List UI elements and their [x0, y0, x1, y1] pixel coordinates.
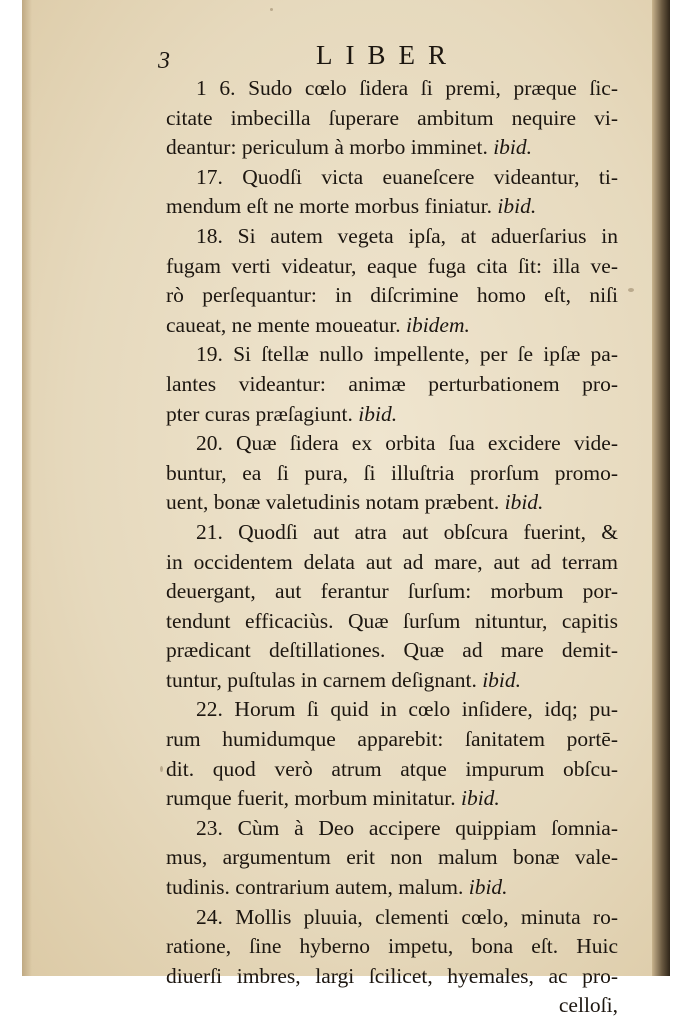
text-line: fugam verti videatur, eaque fuga cita ſit: illa ve-	[166, 253, 618, 278]
text-line: buntur, ea ſi pura, ſi illuſtria prorſum promo-	[166, 460, 618, 485]
text-line: citate imbecilla ſuperare ambitum nequire vi-	[166, 105, 618, 130]
body-text	[166, 74, 618, 1021]
citation-ibid: ibid.	[497, 194, 537, 219]
text-line: 19. Si ſtellæ nullo impellente, per ſe ipſæ pa-	[196, 342, 618, 367]
text-line: dit. quod verò atrum atque impurum obſcu-	[166, 756, 618, 781]
citation-ibid: ibid.	[493, 135, 533, 160]
text-line: rum humidumque apparebit: ſanitatem portē-	[166, 727, 618, 752]
text-line: 17. Quodſi victa euaneſcere videantur, ti-	[196, 164, 618, 189]
text-line: uent, bonæ valetudinis notam præbent. ibid.	[166, 490, 544, 515]
catchword: celloſi,	[558, 993, 618, 1018]
citation-ibid: ibid.	[504, 490, 544, 515]
paper-speck	[160, 766, 163, 772]
text-line: 21. Quodſi aut atra aut obſcura fuerint, &	[196, 519, 618, 544]
text-line: mendum eſt ne morte morbus finiatur. ibid.	[166, 194, 537, 219]
text-line: in occidentem delata aut ad mare, aut ad terram	[166, 549, 618, 574]
text-line: diuerſi imbres, largi ſcilicet, hyemales, ac pro-	[166, 963, 618, 988]
text-line: 20. Quæ ſidera ex orbita ſua excidere vide-	[196, 431, 618, 456]
text-line: lantes videantur: animæ perturbationem pro-	[166, 371, 618, 396]
text-line: 1 6. Sudo cœlo ſidera ſi premi, præque ſic-	[196, 76, 618, 100]
text-line: tendunt efficaciùs. Quæ ſurſum nituntur, capitis	[166, 608, 618, 633]
text-line: rò perſequantur: in diſcrimine homo eſt, niſi	[166, 283, 618, 308]
book-gutter	[652, 0, 670, 976]
citation-ibid: ibid.	[460, 786, 500, 811]
text-line: deuergant, aut ferantur ſurſum: morbum por-	[166, 579, 618, 604]
running-head: LIBER	[316, 40, 459, 70]
text-line: 18. Si autem vegeta ipſa, at aduerſarius in	[196, 223, 618, 248]
text-line: prædicant deſtillationes. Quæ ad mare demit-	[166, 638, 618, 663]
text-line: 23. Cùm à Deo accipere quippiam ſomnia-	[196, 815, 618, 840]
text-line: tudinis. contrarium autem, malum. ibid.	[166, 875, 508, 900]
citation-ibid: ibid.	[358, 401, 398, 426]
text-line: deantur: periculum à morbo imminet. ibid.	[166, 135, 533, 160]
text-line: caueat, ne mente moueatur. ibidem.	[166, 312, 470, 337]
paper-speck	[270, 8, 273, 11]
text-line: tuntur, puſtulas in carnem deſignant. ibid.	[166, 667, 522, 692]
text-line: pter curas præſagiunt. ibid.	[166, 401, 398, 426]
text-line: rumque fuerit, morbum minitatur. ibid.	[166, 786, 500, 811]
paper-speck	[628, 288, 634, 292]
text-line: 24. Mollis pluuia, clementi cœlo, minuta ro-	[196, 904, 618, 929]
text-line: ratione, ſine hyberno impetu, bona eſt. Huic	[166, 934, 618, 959]
page-margin-right	[670, 0, 690, 976]
citation-ibid: ibid.	[468, 875, 508, 900]
folio-number: 3	[158, 48, 170, 74]
citation-ibid: ibidem.	[405, 312, 470, 337]
page-edge-shadow	[22, 0, 32, 976]
text-line: mus, argumentum erit non malum bonæ vale-	[166, 845, 618, 870]
citation-ibid: ibid.	[482, 667, 522, 692]
text-line: 22. Horum ſi quid in cœlo inſidere, idq; pu-	[196, 697, 618, 722]
